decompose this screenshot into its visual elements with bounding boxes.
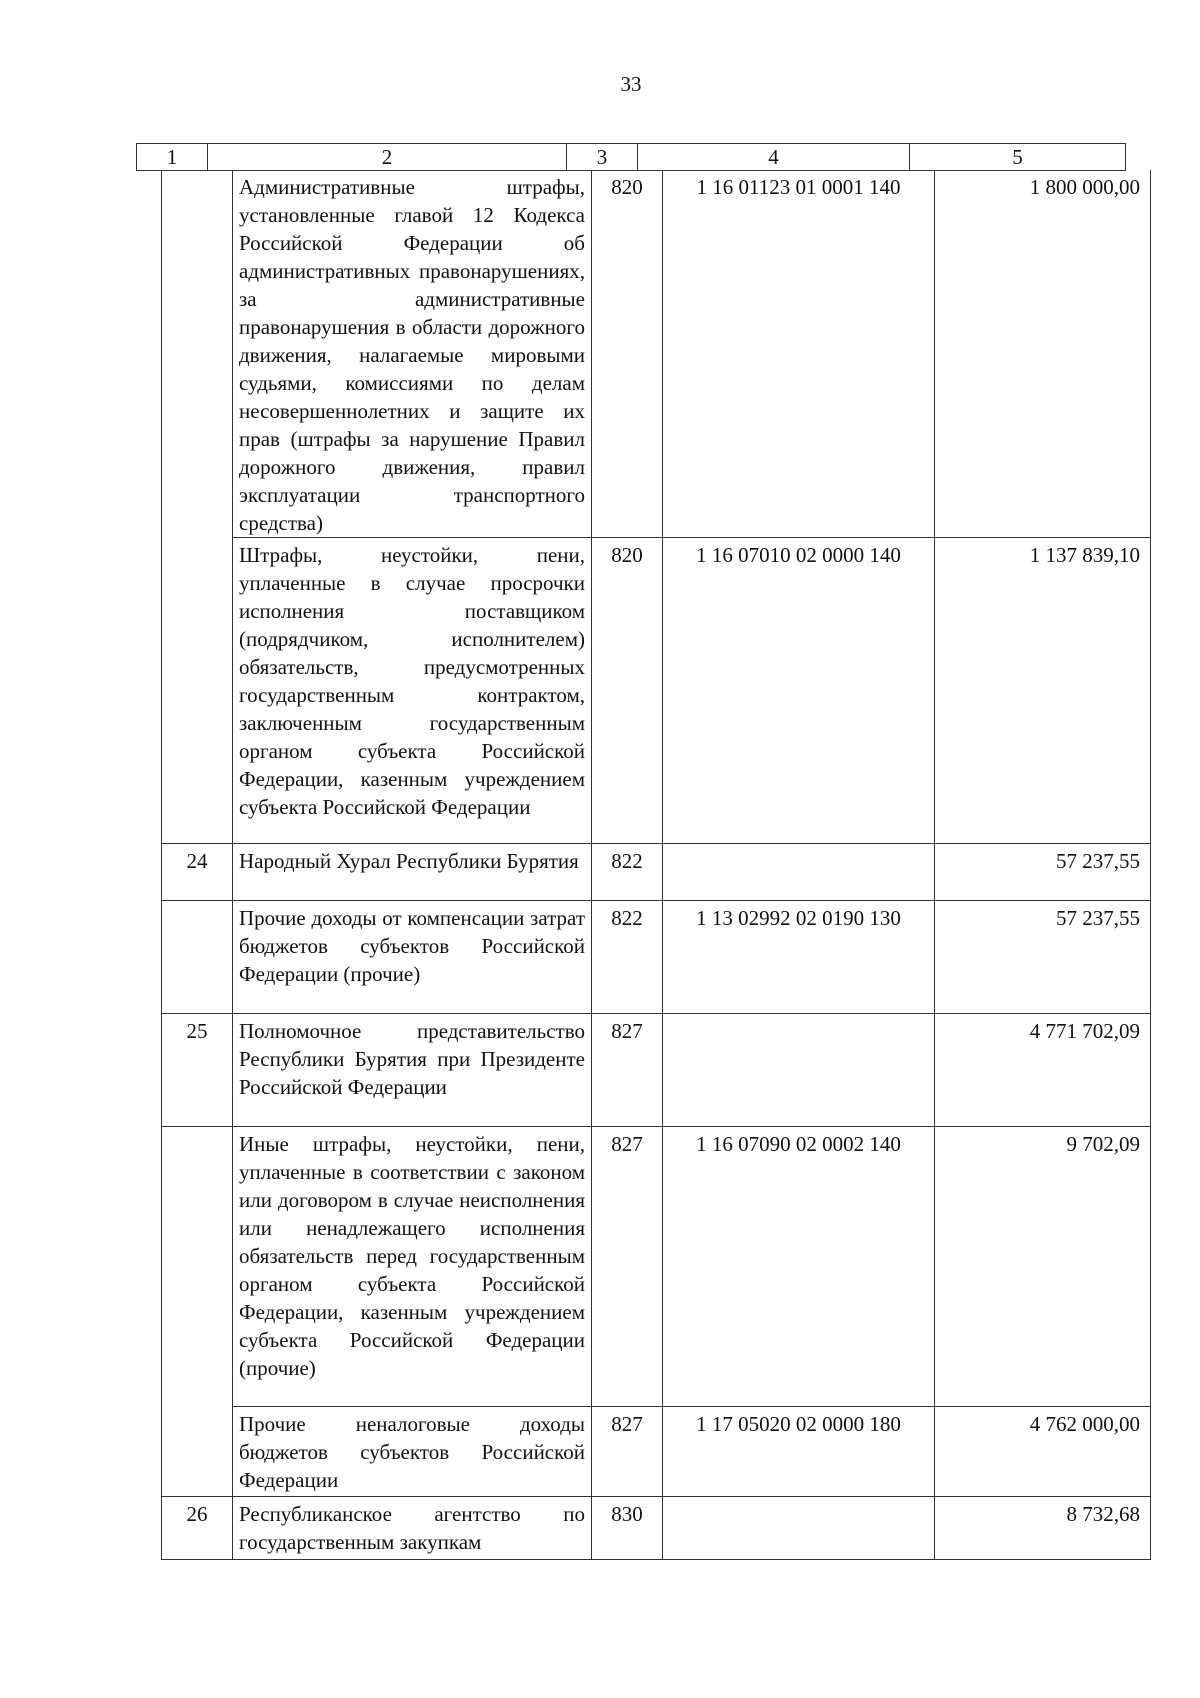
admin-code: 820 [592, 170, 663, 538]
kbk-code [663, 844, 935, 901]
row-number: 24 [162, 844, 233, 901]
admin-code: 827 [592, 1127, 663, 1407]
table-row [162, 844, 1151, 901]
row-number: 26 [162, 1497, 233, 1560]
revenue-table [161, 170, 1151, 1560]
header-col-4: 4 [638, 144, 910, 171]
revenue-name: Иные штрафы, неустойки, пени, уплаченные в соответствии с законом или договором в случае неисполнения или ненадлежащего исполнения обязательств перед государственным органом субъекта Российской Федерации, казенным учреждением субъекта Российской Федерации (прочие) [233, 1127, 592, 1407]
row-number [162, 170, 233, 538]
revenue-name: Полномочное представительство Республики Бурятия при Президенте Российской Федерации [233, 1014, 592, 1127]
kbk-code: 1 16 01123 01 0001 140 [663, 170, 935, 538]
kbk-code: 1 16 07010 02 0000 140 [663, 538, 935, 844]
revenue-name: Народный Хурал Республики Бурятия [233, 844, 592, 901]
table-row [162, 1014, 1151, 1127]
header-row [137, 144, 1126, 171]
amount: 57 237,55 [935, 844, 1151, 901]
kbk-code [663, 1014, 935, 1127]
admin-code: 822 [592, 901, 663, 1014]
table-row [162, 901, 1151, 1014]
table-row [162, 538, 1151, 844]
kbk-code [663, 1497, 935, 1560]
amount: 4 762 000,00 [935, 1407, 1151, 1497]
admin-code: 820 [592, 538, 663, 844]
header-col-5: 5 [910, 144, 1126, 171]
table-row [162, 170, 1151, 538]
row-number: 25 [162, 1014, 233, 1127]
admin-code: 827 [592, 1407, 663, 1497]
amount: 4 771 702,09 [935, 1014, 1151, 1127]
row-number [162, 1127, 233, 1407]
admin-code: 827 [592, 1014, 663, 1127]
column-header-table [136, 143, 1126, 171]
amount: 9 702,09 [935, 1127, 1151, 1407]
revenue-name: Прочие доходы от компенсации затрат бюджетов субъектов Российской Федерации (прочие) [233, 901, 592, 1014]
revenue-name: Прочие неналоговые доходы бюджетов субъектов Российской Федерации [233, 1407, 592, 1497]
kbk-code: 1 13 02992 02 0190 130 [663, 901, 935, 1014]
header-col-3: 3 [567, 144, 638, 171]
kbk-code: 1 17 05020 02 0000 180 [663, 1407, 935, 1497]
admin-code: 830 [592, 1497, 663, 1560]
table-row [162, 1497, 1151, 1560]
amount: 1 800 000,00 [935, 170, 1151, 538]
header-col-2: 2 [208, 144, 567, 171]
amount: 57 237,55 [935, 901, 1151, 1014]
amount: 1 137 839,10 [935, 538, 1151, 844]
row-number [162, 901, 233, 1014]
admin-code: 822 [592, 844, 663, 901]
kbk-code: 1 16 07090 02 0002 140 [663, 1127, 935, 1407]
row-number [162, 1407, 233, 1497]
table-row [162, 1407, 1151, 1497]
header-col-1: 1 [137, 144, 208, 171]
revenue-name: Административные штрафы, установленные главой 12 Кодекса Российской Федерации об административных правонарушениях, за административные правонарушения в области дорожного движения, налагаемые мировыми судьями, комиссиями по делам несовершеннолетних и защите их прав (штрафы за нарушение Правил дорожного движения, правил эксплуатации транспортного средства) [233, 170, 592, 538]
row-number [162, 538, 233, 844]
amount: 8 732,68 [935, 1497, 1151, 1560]
page-number: 33 [620, 72, 642, 96]
revenue-name: Штрафы, неустойки, пени, уплаченные в случае просрочки исполнения поставщиком (подрядчиком, исполнителем) обязательств, предусмотренных государственным контрактом, заключенным государственным органом субъекта Российской Федерации, казенным учреждением субъекта Российской Федерации [233, 538, 592, 844]
revenue-name: Республиканское агентство по государственным закупкам [233, 1497, 592, 1560]
table-row [162, 1127, 1151, 1407]
